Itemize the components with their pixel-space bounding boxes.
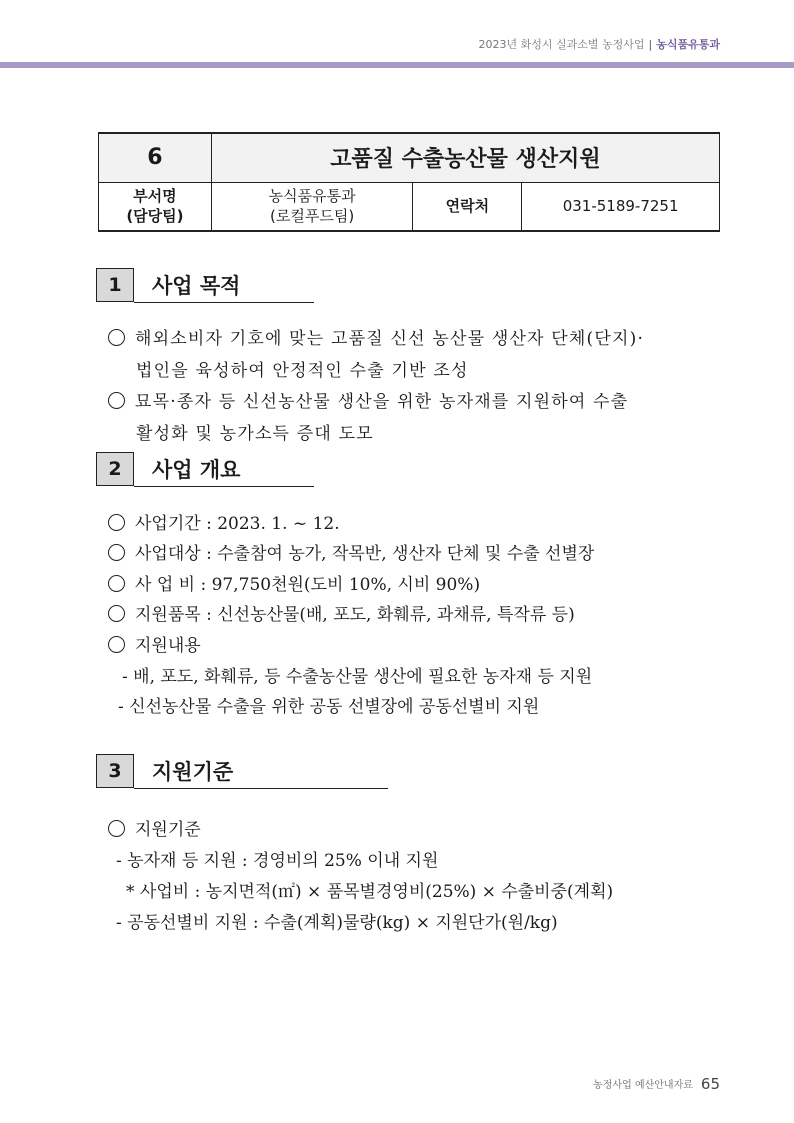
header-doc-title: 2023년 화성시 실과소별 농정사업	[478, 38, 645, 51]
circle-bullet-icon	[108, 605, 125, 622]
contact-label: 연락처	[413, 182, 522, 231]
list-item: 지원내용	[108, 631, 201, 656]
section-number: 1	[96, 268, 134, 302]
list-item: 사업기간 : 2023. 1. ~ 12.	[108, 509, 340, 534]
contact-value: 031-5189-7251	[522, 182, 720, 231]
header-department: 농식품유통과	[656, 38, 720, 51]
dept-value-line1: 농식품유통과	[268, 187, 356, 206]
section-number: 2	[96, 452, 134, 486]
list-item-continuation: 법인을 육성하여 안정적인 수출 기반 조성	[136, 361, 469, 381]
sub-item: - 공동선별비 지원 : 수출(계획)물량(kg) × 지원단가(원/kg)	[116, 913, 558, 933]
circle-bullet-icon	[108, 329, 125, 346]
dept-label	[99, 182, 212, 231]
dept-value	[211, 182, 413, 231]
list-item: 지원기준	[108, 815, 201, 840]
list-item: 지원품목 : 신선농산물(배, 포도, 화훼류, 과채류, 특작류 등)	[108, 600, 575, 625]
note-item: * 사업비 : 농지면적(㎡) × 품목별경영비(25%) × 수출비중(계획)	[126, 882, 614, 902]
header-bar	[0, 62, 794, 68]
project-title: 고품질 수출농산물 생산지원	[211, 133, 719, 182]
section-title: 사업 목적	[152, 274, 241, 298]
list-item: 묘목·종자 등 신선농산물 생산을 위한 농자재를 지원하여 수출	[108, 387, 628, 412]
dept-label-line1: 부서명	[133, 187, 177, 206]
page-number: 65	[700, 1075, 720, 1093]
footer-label: 농정사업 예산안내자료	[593, 1080, 693, 1091]
circle-bullet-icon	[108, 820, 125, 837]
title-row	[99, 133, 720, 182]
page-footer	[593, 1075, 720, 1093]
circle-bullet-icon	[108, 392, 125, 409]
section-title: 사업 개요	[152, 458, 241, 482]
sub-item: - 신선농산물 수출을 위한 공동 선별장에 공동선별비 지원	[118, 697, 540, 717]
project-number: 6	[99, 133, 212, 182]
circle-bullet-icon	[108, 636, 125, 653]
sub-item: - 배, 포도, 화훼류, 등 수출농산물 생산에 필요한 농자재 등 지원	[122, 667, 593, 687]
dept-label-line2: (담당팀)	[126, 207, 184, 226]
list-item: 사업대상 : 수출참여 농가, 작목반, 생산자 단체 및 수출 선별장	[108, 539, 594, 564]
section-underline	[134, 788, 388, 789]
section-underline	[134, 302, 314, 303]
dept-value-line2: (로컬푸드팀)	[270, 207, 355, 226]
sub-item: - 농자재 등 지원 : 경영비의 25% 이내 지원	[116, 851, 439, 871]
circle-bullet-icon	[108, 575, 125, 592]
section-title: 지원기준	[152, 760, 234, 784]
section-number: 3	[96, 754, 134, 788]
list-item: 사 업 비 : 97,750천원(도비 10%, 시비 90%)	[108, 570, 480, 595]
project-info-table	[98, 132, 720, 232]
header-separator: |	[648, 38, 653, 51]
circle-bullet-icon	[108, 514, 125, 531]
section-underline	[134, 486, 314, 487]
list-item-continuation: 활성화 및 농가소득 증대 도모	[136, 424, 374, 444]
circle-bullet-icon	[108, 544, 125, 561]
dept-row	[99, 182, 720, 231]
running-header	[479, 36, 720, 52]
list-item: 해외소비자 기호에 맞는 고품질 신선 농산물 생산자 단체(단지)·	[108, 324, 644, 349]
